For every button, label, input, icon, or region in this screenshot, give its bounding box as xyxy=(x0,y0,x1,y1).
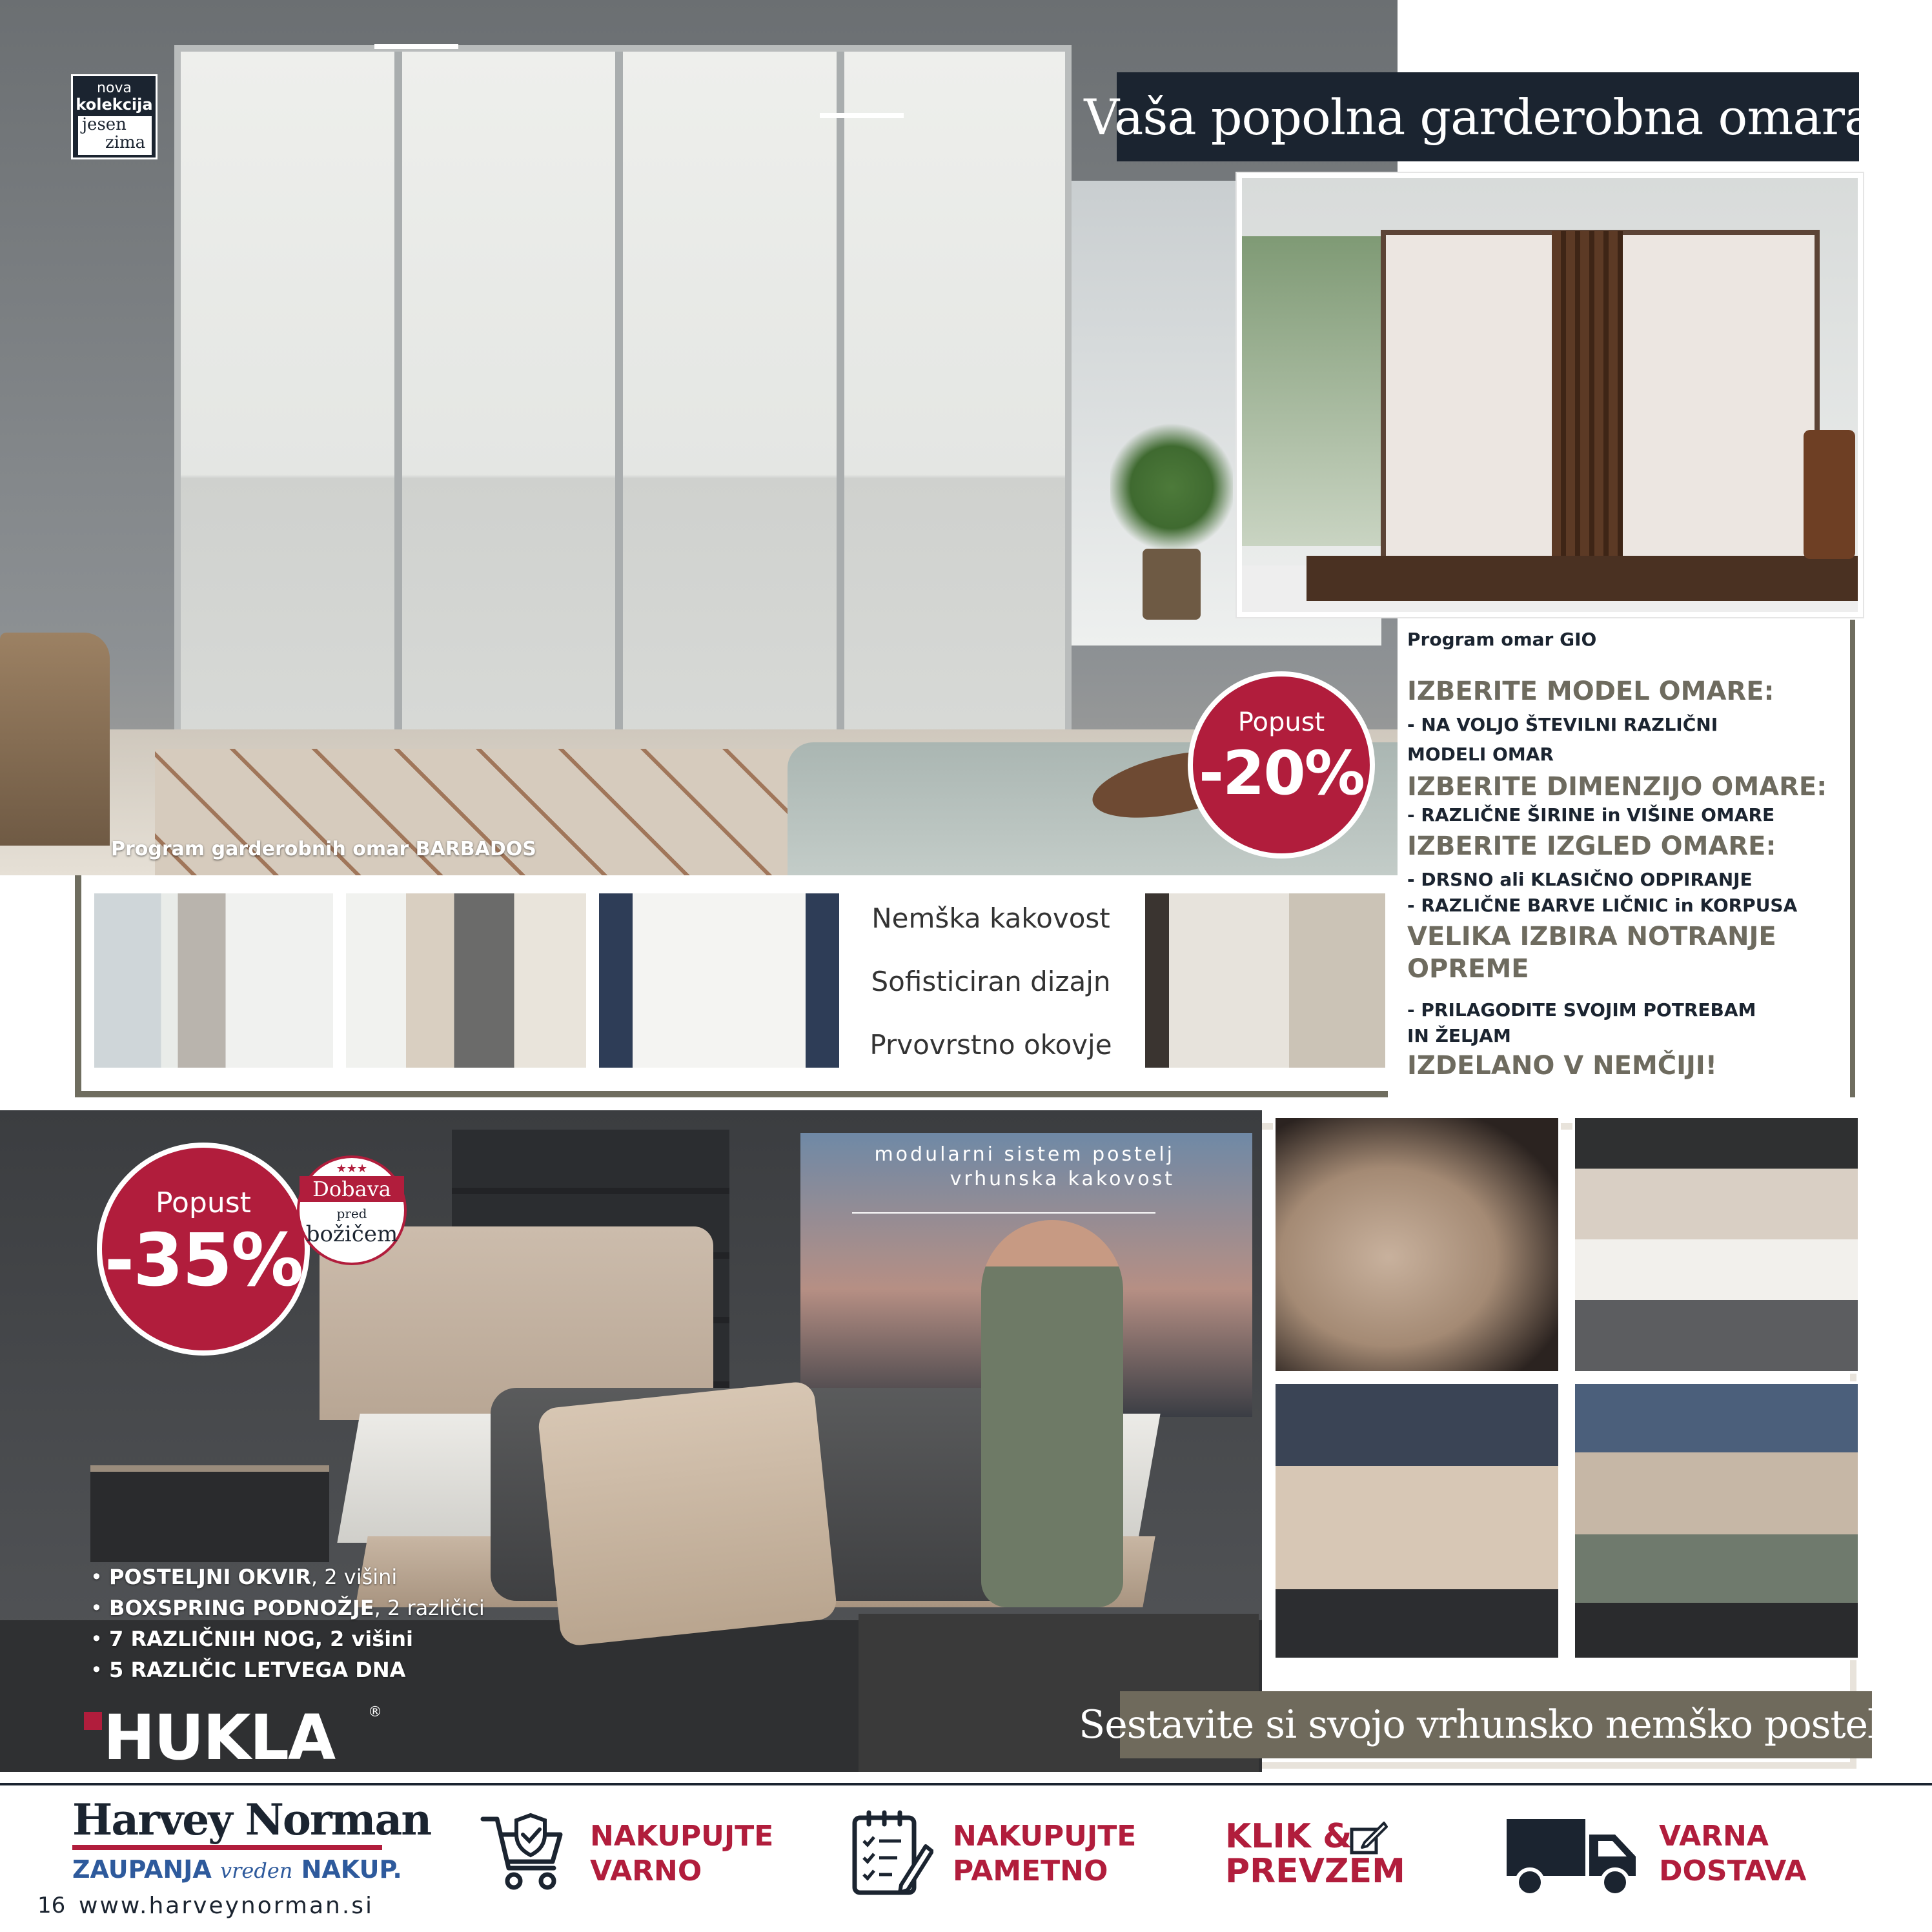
info-heading: VELIKA IZBIRA NOTRANJE xyxy=(1407,922,1776,951)
feature-hardware: Prvovrstno okovje xyxy=(869,1029,1112,1061)
bed-feature: • 7 RAZLIČNIH NOG, 2 višini xyxy=(90,1627,413,1651)
logo-underline xyxy=(72,1845,382,1850)
headline-banner: Vaša popolna garderobna omara! xyxy=(1117,72,1859,161)
gio-window xyxy=(1242,236,1384,546)
slogan-part: NAKUP. xyxy=(301,1855,402,1884)
mattress-detail-photo xyxy=(1572,1115,1860,1374)
wardrobe-door xyxy=(844,52,1066,781)
wardrobe-thumbnail-dark xyxy=(343,891,589,1070)
discount-value: -35% xyxy=(104,1219,303,1303)
footer-feature-line: PREVZEM xyxy=(1225,1852,1405,1891)
footer-feature-line: PAMETNO xyxy=(953,1855,1108,1887)
footer-feature-4 xyxy=(1659,1819,1806,1889)
woman-reclining-photo xyxy=(1572,1381,1860,1660)
discount-label: Popust xyxy=(1237,707,1325,737)
hukla-registered: ® xyxy=(368,1704,382,1720)
wardrobe-door xyxy=(402,52,624,781)
bed-feature-rest: , 2 višini xyxy=(310,1565,398,1589)
feature-quality: Nemška kakovost xyxy=(871,902,1110,934)
wardrobe-thumbnail-white xyxy=(596,891,842,1070)
wardrobe-thumbnail-corner xyxy=(1143,891,1388,1070)
plant-pot xyxy=(1143,549,1201,620)
bed-feature-bold: 7 RAZLIČNIH NOG, 2 višini xyxy=(109,1627,413,1651)
footer-feature-line: VARNO xyxy=(590,1855,702,1887)
footer-feature-line: VARNA xyxy=(1659,1820,1769,1853)
badge-line: zima xyxy=(105,133,146,152)
christmas-delivery-badge xyxy=(297,1155,407,1265)
harvey-norman-logo[interactable]: Harvey Norman xyxy=(72,1795,431,1845)
website-link[interactable]: www.harveynorman.si xyxy=(79,1893,374,1919)
badge-line: Dobava xyxy=(300,1176,404,1202)
footer-feature-line: NAKUPUJTE xyxy=(590,1820,774,1853)
click-box-icon xyxy=(1349,1820,1389,1855)
slogan-part: ZAUPANJA xyxy=(72,1855,212,1884)
tagline-pointer xyxy=(852,1212,1155,1214)
badge-line: božičem xyxy=(305,1221,398,1247)
footer-feature-line: KLIK & xyxy=(1225,1817,1352,1856)
info-heading: IZDELANO V NEMČIJI! xyxy=(1407,1051,1717,1081)
footer-slogan xyxy=(72,1855,402,1884)
discount-value: -20% xyxy=(1198,738,1364,809)
wardrobe-light xyxy=(374,44,458,49)
delivery-truck-icon xyxy=(1504,1815,1640,1899)
info-bullet: IN ŽELJAM xyxy=(1407,1025,1511,1046)
bed-cta-banner: Sestavite si svojo vrhunsko nemško posteljo xyxy=(1120,1691,1872,1758)
bed-tagline xyxy=(813,1143,1175,1192)
cart-shield-icon xyxy=(478,1806,568,1896)
badge-line: pred xyxy=(336,1206,367,1221)
bed-feature-rest: , 2 različici xyxy=(374,1596,485,1620)
woman-sitting xyxy=(981,1220,1123,1607)
bed-feature: • 5 RAZLIČIC LETVEGA DNA xyxy=(90,1658,406,1682)
bed-side-photo xyxy=(1273,1381,1561,1660)
bed-feature: • POSTELJNI OKVIR, 2 višini xyxy=(90,1565,398,1589)
badge-line: kolekcija xyxy=(76,96,153,114)
badge-line: jesen xyxy=(82,115,127,134)
bed-feature: • BOXSPRING PODNOŽJE, 2 različici xyxy=(90,1596,485,1620)
footer-feature-1 xyxy=(590,1819,773,1889)
info-bullet: - DRSNO ali KLASIČNO ODPIRANJE xyxy=(1407,869,1753,890)
wardrobe-thumbnail-open xyxy=(92,891,336,1070)
info-heading: IZBERITE IZGLED OMARE: xyxy=(1407,831,1776,861)
bed-feature-bold: POSTELJNI OKVIR xyxy=(109,1565,311,1589)
discount-badge-20 xyxy=(1188,671,1375,859)
wardrobe xyxy=(174,45,1072,788)
headboard-detail-photo xyxy=(1273,1115,1561,1374)
caption-barbados: Program garderobnih omar BARBADOS xyxy=(111,838,536,860)
bed-throw xyxy=(537,1381,838,1647)
info-bullet: - RAZLIČNE ŠIRINE in VIŠINE OMARE xyxy=(1407,804,1775,826)
page-number: 16 xyxy=(37,1893,66,1918)
wardrobe-door xyxy=(181,52,402,781)
discount-badge-35 xyxy=(97,1143,310,1356)
checklist-pencil-icon xyxy=(849,1807,933,1898)
wardrobe-door xyxy=(623,52,844,781)
laundry-basket xyxy=(0,633,110,846)
info-heading: IZBERITE DIMENZIJO OMARE: xyxy=(1407,772,1827,802)
feature-design: Sofisticiran dizajn xyxy=(871,966,1111,997)
discount-label: Popust xyxy=(156,1186,251,1219)
tagline-line: vrhunska kakovost xyxy=(950,1168,1175,1190)
hukla-logo: HUKLA xyxy=(103,1702,335,1774)
info-heading: IZBERITE MODEL OMARE: xyxy=(1407,676,1774,706)
info-bullet: MODELI OMAR xyxy=(1407,744,1554,765)
new-collection-badge xyxy=(71,74,158,159)
bed-feature-bold: BOXSPRING PODNOŽJE xyxy=(109,1596,374,1620)
badge-line: nova xyxy=(97,80,132,96)
caption-gio: Program omar GIO xyxy=(1407,629,1597,650)
wardrobe-gio-photo xyxy=(1237,173,1863,617)
hukla-logo-mark xyxy=(84,1712,102,1730)
tagline-line: modularni sistem postelj xyxy=(874,1143,1175,1166)
stars-icon: ★★★ xyxy=(336,1162,368,1175)
gio-wood-slats xyxy=(1552,231,1623,567)
bed-feature-bold: 5 RAZLIČIC LETVEGA DNA xyxy=(109,1658,406,1682)
footer-feature-line: NAKUPUJTE xyxy=(953,1820,1137,1853)
info-bullet: - PRILAGODITE SVOJIM POTREBAM xyxy=(1407,999,1756,1021)
gio-vase xyxy=(1804,430,1855,559)
plant xyxy=(1110,420,1233,555)
slogan-part: vreden xyxy=(220,1858,293,1883)
info-bullet: - NA VOLJO ŠTEVILNI RAZLIČNI xyxy=(1407,714,1718,735)
nightstand xyxy=(90,1465,329,1562)
gio-bed xyxy=(1307,556,1858,601)
footer-feature-2 xyxy=(953,1819,1136,1889)
footer-divider xyxy=(0,1783,1932,1785)
wardrobe-light xyxy=(820,113,904,118)
footer-feature-line: DOSTAVA xyxy=(1659,1855,1807,1887)
info-bullet: - RAZLIČNE BARVE LIČNIC in KORPUSA xyxy=(1407,895,1798,916)
gio-photo-bg xyxy=(1242,178,1858,612)
info-heading: OPREME xyxy=(1407,954,1529,984)
